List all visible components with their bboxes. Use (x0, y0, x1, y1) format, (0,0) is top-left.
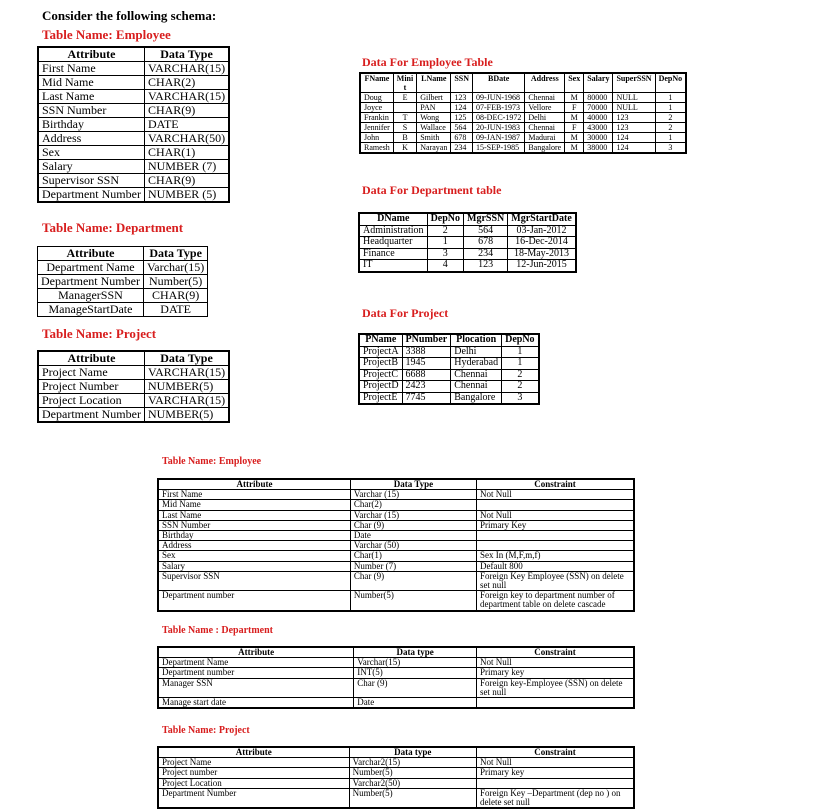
table-cell: Char(1) (350, 551, 476, 561)
column-header: MgrStartDate (508, 213, 576, 225)
table-cell: 123 (464, 260, 508, 272)
header-row (359, 213, 576, 225)
table-cell: 1 (655, 103, 686, 113)
dept-data-title: Data For Department table (362, 183, 502, 197)
column-header: Data Type (143, 247, 207, 261)
table-cell: 70000 (584, 103, 613, 113)
table-cell: NULL (613, 103, 655, 113)
table-row (38, 275, 208, 289)
table-cell: 4 (427, 260, 463, 272)
table-cell: M (565, 93, 584, 103)
table-row (158, 658, 634, 668)
table-cell: Bangalore (451, 392, 502, 404)
header-row (158, 479, 634, 490)
table-cell: 234 (464, 248, 508, 260)
column-header: SSN (451, 73, 473, 93)
table-cell: M (565, 133, 584, 143)
table-cell: Chennai (451, 381, 502, 393)
table-row (38, 408, 229, 423)
table-cell: Project Name (38, 366, 144, 380)
table-row (359, 237, 576, 249)
table-cell: 7745 (402, 392, 451, 404)
column-header: Attribute (38, 47, 144, 62)
table-row (158, 561, 634, 571)
table-cell: Department number (158, 668, 354, 678)
header-row (158, 647, 634, 658)
table-row (359, 225, 576, 237)
table-cell: Department number (158, 591, 350, 611)
table-cell: Department Number (38, 275, 144, 289)
table-cell: Project Number (38, 380, 144, 394)
table-cell: 1 (655, 93, 686, 103)
proj-data-title: Data For Project (362, 306, 449, 320)
table-row (158, 520, 634, 530)
table-cell: Department Number (38, 188, 144, 203)
dept-data-table (358, 212, 577, 273)
table-cell: M (565, 113, 584, 123)
column-header: Address (525, 73, 565, 93)
table-cell: IT (359, 260, 427, 272)
table-row (38, 132, 229, 146)
column-header: Attribute (158, 747, 349, 758)
column-header: PName (359, 334, 402, 346)
table-cell: Address (38, 132, 144, 146)
table-cell: ManageStartDate (38, 303, 144, 317)
column-header: Data Type (144, 47, 229, 62)
table-row (158, 531, 634, 541)
table-cell: 678 (464, 237, 508, 249)
table-cell: DATE (144, 118, 229, 132)
table-cell: Chennai (525, 93, 565, 103)
table-cell: Headquarter (359, 237, 427, 249)
table-cell: T (393, 113, 416, 123)
table-row (158, 678, 634, 697)
table-cell: 07-FEB-1973 (473, 103, 525, 113)
table-cell: Madurai (525, 133, 565, 143)
table-cell: 40000 (584, 113, 613, 123)
table-cell: 3 (427, 248, 463, 260)
table-cell: Date (350, 531, 476, 541)
table-cell: SSN Number (38, 104, 144, 118)
column-header: Constraint (477, 747, 635, 758)
table-row (158, 788, 634, 808)
table-cell: Chennai (451, 369, 502, 381)
table-cell: Number(5) (349, 788, 476, 808)
header-row (359, 334, 539, 346)
table-row (359, 248, 576, 260)
proj-constraint-title: Table Name: Project (162, 725, 250, 736)
table-cell: Varchar2(15) (349, 758, 476, 768)
table-cell: 09-JUN-1968 (473, 93, 525, 103)
dept-schema-title: Table Name: Department (42, 220, 184, 235)
table-cell: VARCHAR(15) (144, 62, 229, 76)
column-header: Data Type (350, 479, 476, 490)
table-cell: ProjectD (359, 381, 402, 393)
table-row (38, 104, 229, 118)
table-cell: Mid Name (38, 76, 144, 90)
column-header: DepNo (502, 334, 539, 346)
table-cell: 1 (502, 346, 539, 358)
table-cell: 564 (464, 225, 508, 237)
table-cell: Address (158, 541, 350, 551)
column-header: Attribute (158, 479, 350, 490)
table-cell: Salary (38, 160, 144, 174)
table-cell: VARCHAR(50) (144, 132, 229, 146)
emp-constraint-title: Table Name: Employee (162, 456, 262, 467)
table-cell: 1 (502, 358, 539, 370)
table-cell: F (565, 103, 584, 113)
column-header: Attribute (38, 351, 144, 366)
table-cell: NUMBER (5) (144, 188, 229, 203)
table-cell: Frankin (360, 113, 393, 123)
table-cell: ProjectE (359, 392, 402, 404)
table-cell: 3388 (402, 346, 451, 358)
table-cell: CHAR(9) (144, 104, 229, 118)
table-cell: VARCHAR(15) (144, 90, 229, 104)
table-cell: 15-SEP-1985 (473, 143, 525, 154)
table-cell: Doug (360, 93, 393, 103)
table-cell: John (360, 133, 393, 143)
table-cell: Administration (359, 225, 427, 237)
table-cell: Last Name (38, 90, 144, 104)
table-cell: Number (7) (350, 561, 476, 571)
table-row (158, 500, 634, 510)
table-cell: 2 (655, 123, 686, 133)
table-cell: 2 (502, 381, 539, 393)
dept-constraint-title: Table Name : Department (162, 625, 274, 636)
emp-data-title: Data For Employee Table (362, 55, 493, 69)
table-row (359, 369, 539, 381)
table-cell: Salary (158, 561, 350, 571)
table-cell: 16-Dec-2014 (508, 237, 576, 249)
table-cell (477, 500, 635, 510)
table-cell: CHAR(9) (143, 289, 207, 303)
table-cell: Mid Name (158, 500, 350, 510)
table-row (158, 768, 634, 778)
table-cell: 18-May-2013 (508, 248, 576, 260)
table-cell: Manage start date (158, 698, 354, 709)
table-row (38, 188, 229, 203)
table-cell: 123 (613, 123, 655, 133)
table-cell: 09-JAN-1987 (473, 133, 525, 143)
table-row (38, 76, 229, 90)
table-cell: Last Name (158, 510, 350, 520)
table-row (158, 510, 634, 520)
column-header: DName (359, 213, 427, 225)
table-row (158, 490, 634, 500)
table-cell: Sex In (M,F,m,f) (477, 551, 635, 561)
table-cell: K (393, 143, 416, 154)
table-row (38, 261, 208, 275)
table-cell: 678 (451, 133, 473, 143)
proj-data-table (358, 333, 540, 405)
table-cell: Gilbert (417, 93, 451, 103)
table-cell: Not Null (477, 490, 635, 500)
table-cell: Ramesh (360, 143, 393, 154)
table-cell: Foreign key to department number of department table on delete cascade (477, 591, 635, 611)
table-cell: Sex (38, 146, 144, 160)
table-row (359, 358, 539, 370)
table-cell: Number(5) (143, 275, 207, 289)
table-cell: Bangalore (525, 143, 565, 154)
table-cell: First Name (38, 62, 144, 76)
table-row (38, 303, 208, 317)
table-cell: 3 (655, 143, 686, 154)
table-cell (477, 698, 635, 709)
column-header: LName (417, 73, 451, 93)
table-cell: NUMBER(5) (144, 408, 229, 423)
table-row (38, 146, 229, 160)
column-header: SuperSSN (613, 73, 655, 93)
table-cell: Char (9) (354, 678, 477, 697)
table-cell: 124 (613, 133, 655, 143)
column-header: DepNo (427, 213, 463, 225)
table-cell: Birthday (38, 118, 144, 132)
table-cell: Supervisor SSN (158, 571, 350, 590)
table-cell: Supervisor SSN (38, 174, 144, 188)
table-cell: Hyderabad (451, 358, 502, 370)
table-cell: Varchar (15) (350, 510, 476, 520)
column-header: Salary (584, 73, 613, 93)
table-cell: Foreign key-Employee (SSN) on delete set null (477, 678, 635, 697)
column-header: DepNo (655, 73, 686, 93)
column-header: PNumber (402, 334, 451, 346)
column-header: Constraint (477, 647, 635, 658)
table-cell: Project Location (158, 778, 349, 788)
table-cell: 30000 (584, 133, 613, 143)
table-row (158, 668, 634, 678)
table-cell: Smith (417, 133, 451, 143)
table-cell: 3 (502, 392, 539, 404)
table-cell: Department Name (38, 261, 144, 275)
table-cell: First Name (158, 490, 350, 500)
table-cell: CHAR(1) (144, 146, 229, 160)
table-cell: Delhi (525, 113, 565, 123)
table-cell: Varchar(15) (354, 658, 477, 668)
table-cell: Narayan (417, 143, 451, 154)
table-cell: 1 (427, 237, 463, 249)
table-cell: Department Name (158, 658, 354, 668)
table-cell: 123 (613, 113, 655, 123)
table-row (359, 392, 539, 404)
table-cell: NUMBER(5) (144, 380, 229, 394)
table-cell: 564 (451, 123, 473, 133)
table-row (38, 366, 229, 380)
table-cell: 2 (502, 369, 539, 381)
table-cell: F (565, 123, 584, 133)
header-row (38, 247, 208, 261)
table-row (38, 289, 208, 303)
table-row (158, 591, 634, 611)
table-row (360, 133, 686, 143)
table-cell: 1 (655, 133, 686, 143)
table-cell: Chennai (525, 123, 565, 133)
column-header: Mini t (393, 73, 416, 93)
table-cell: Manager SSN (158, 678, 354, 697)
table-cell: 38000 (584, 143, 613, 154)
table-cell: 123 (451, 93, 473, 103)
table-row (158, 758, 634, 768)
column-header: FName (360, 73, 393, 93)
emp-schema-title: Table Name: Employee (42, 27, 171, 42)
table-cell: Jennifer (360, 123, 393, 133)
table-cell (477, 778, 635, 788)
table-cell: B (393, 133, 416, 143)
table-cell: VARCHAR(15) (144, 394, 229, 408)
intro-text: Consider the following schema: (42, 8, 217, 23)
table-cell: 234 (451, 143, 473, 154)
table-cell: 124 (613, 143, 655, 154)
column-header: Attribute (158, 647, 354, 658)
table-cell: Project Location (38, 394, 144, 408)
column-header: BDate (473, 73, 525, 93)
column-header: Constraint (477, 479, 635, 490)
table-cell: NULL (613, 93, 655, 103)
table-row (158, 698, 634, 709)
table-row (359, 260, 576, 272)
table-row (360, 113, 686, 123)
column-header: Data type (349, 747, 476, 758)
emp-schema-table (37, 46, 230, 203)
table-cell: Not Null (477, 510, 635, 520)
table-row (38, 118, 229, 132)
table-cell: 03-Jan-2012 (508, 225, 576, 237)
table-cell: Delhi (451, 346, 502, 358)
table-cell: CHAR(9) (144, 174, 229, 188)
table-cell: Number(5) (349, 768, 476, 778)
table-cell: Date (354, 698, 477, 709)
table-cell: SSN Number (158, 520, 350, 530)
table-row (38, 62, 229, 76)
table-cell: Primary key (477, 668, 635, 678)
table-cell: Primary key (477, 768, 635, 778)
table-cell: Finance (359, 248, 427, 260)
column-header: Attribute (38, 247, 144, 261)
table-cell: Project number (158, 768, 349, 778)
table-row (38, 160, 229, 174)
table-cell: Default 800 (477, 561, 635, 571)
table-cell: Char (9) (350, 520, 476, 530)
table-cell: PAN (417, 103, 451, 113)
proj-constraint-table (157, 746, 635, 809)
table-row (38, 380, 229, 394)
table-cell: 6688 (402, 369, 451, 381)
table-row (158, 778, 634, 788)
table-cell: Varchar2(50) (349, 778, 476, 788)
table-row (38, 394, 229, 408)
emp-constraint-table (157, 478, 635, 612)
table-cell (477, 541, 635, 551)
table-cell: 125 (451, 113, 473, 123)
header-row (38, 351, 229, 366)
table-row (38, 174, 229, 188)
table-cell (393, 103, 416, 113)
table-cell: Wong (417, 113, 451, 123)
table-cell: Birthday (158, 531, 350, 541)
table-cell: Not Null (477, 658, 635, 668)
table-cell: Primary Key (477, 520, 635, 530)
table-row (359, 346, 539, 358)
table-cell: Department Number (158, 788, 349, 808)
table-cell: VARCHAR(15) (144, 366, 229, 380)
header-row (360, 73, 686, 93)
dept-schema-table (37, 246, 208, 317)
table-row (360, 93, 686, 103)
table-cell: 2 (655, 113, 686, 123)
table-cell: Foreign Key Employee (SSN) on delete set null (477, 571, 635, 590)
table-cell: Varchar (50) (350, 541, 476, 551)
table-cell: Vellore (525, 103, 565, 113)
column-header: Data Type (144, 351, 229, 366)
table-cell: Sex (158, 551, 350, 561)
table-cell: 20-JUN-1983 (473, 123, 525, 133)
table-cell: 1945 (402, 358, 451, 370)
table-cell: ProjectA (359, 346, 402, 358)
column-header: Data type (354, 647, 477, 658)
table-cell: M (565, 143, 584, 154)
table-cell: S (393, 123, 416, 133)
table-cell: Project Name (158, 758, 349, 768)
table-cell: Char (9) (350, 571, 476, 590)
table-cell: E (393, 93, 416, 103)
table-row (360, 143, 686, 154)
proj-schema-table (37, 350, 230, 423)
table-row (158, 571, 634, 590)
column-header: Sex (565, 73, 584, 93)
table-cell: Wallace (417, 123, 451, 133)
table-cell: Department Number (38, 408, 144, 423)
table-row (359, 381, 539, 393)
column-header: Plocation (451, 334, 502, 346)
proj-schema-title: Table Name: Project (42, 326, 157, 341)
table-cell: Varchar (15) (350, 490, 476, 500)
table-cell: Joyce (360, 103, 393, 113)
table-row (360, 123, 686, 133)
table-cell: Not Null (477, 758, 635, 768)
table-cell: 80000 (584, 93, 613, 103)
header-row (38, 47, 229, 62)
table-cell: 124 (451, 103, 473, 113)
table-cell: INT(5) (354, 668, 477, 678)
table-cell: 08-DEC-1972 (473, 113, 525, 123)
table-cell: 12-Jun-2015 (508, 260, 576, 272)
table-cell: Foreign Key –Department (dep no ) on delete set null (477, 788, 635, 808)
table-cell: ProjectB (359, 358, 402, 370)
table-row (158, 541, 634, 551)
table-cell: Varchar(15) (143, 261, 207, 275)
emp-data-table (359, 72, 687, 154)
table-cell: Number(5) (350, 591, 476, 611)
table-cell: Char(2) (350, 500, 476, 510)
header-row (158, 747, 634, 758)
table-cell (477, 531, 635, 541)
table-row (38, 90, 229, 104)
table-cell: CHAR(2) (144, 76, 229, 90)
dept-constraint-table (157, 646, 635, 709)
table-cell: 2 (427, 225, 463, 237)
column-header: MgrSSN (464, 213, 508, 225)
table-cell: NUMBER (7) (144, 160, 229, 174)
table-cell: 2423 (402, 381, 451, 393)
table-row (158, 551, 634, 561)
table-cell: ManagerSSN (38, 289, 144, 303)
table-cell: 43000 (584, 123, 613, 133)
table-cell: ProjectC (359, 369, 402, 381)
table-row (360, 103, 686, 113)
table-cell: DATE (143, 303, 207, 317)
